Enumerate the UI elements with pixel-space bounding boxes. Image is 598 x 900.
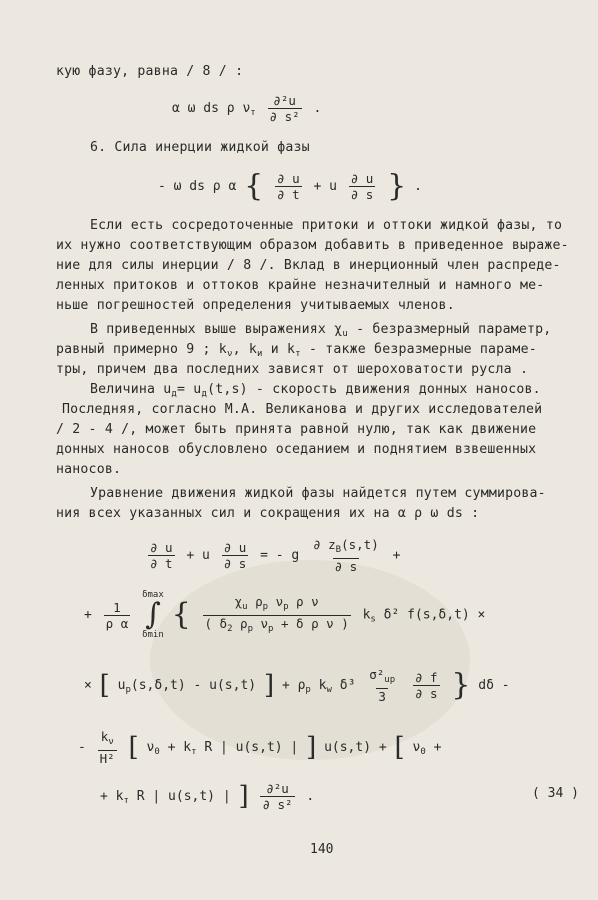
paragraph-1-line-1: Если есть сосредоточенные притоки и оттоки жидкой фазы, то (90, 218, 563, 233)
page-number: 140 (310, 842, 334, 857)
paragraph-1-line-5: ньше погрешностей определения учитываемых членов. (56, 298, 455, 313)
equation-34-line-3: × [ $u_p(s,\delta,t) - u(s,t)$ ] + $\rho_p$ $k_w$ δ³ $\frac{\sigma^2_{up}}{3}$ $\frac{\partial f}{\partial s}$ } dδ - (84, 667, 510, 704)
equation-number: ( 34 ) (532, 786, 579, 801)
equation-34-line-1: $\frac{\partial u}{\partial t}$ + u $\frac{\partial u}{\partial s}$ = - g $\frac{\partial z_B(s,t)}{\partial s}$ + (150, 537, 401, 574)
text-line-1: кую фазу, равна / 8 / : (56, 64, 244, 79)
paragraph-1-line-2: их нужно соответствующим образом добавить в приведенное выраже- (56, 238, 569, 253)
paragraph-2-line-1: В приведенных выше выражениях $\chi_u$ - безразмерный параметр, (90, 322, 552, 339)
section-heading-6: 6. Сила инерции жидкой фазы (90, 140, 310, 155)
paragraph-3-line-2: Последняя, согласно М.А. Великанова и других исследователей (62, 402, 543, 417)
paragraph-4-line-1: Уравнение движения жидкой фазы найдется путем суммирова- (90, 486, 546, 501)
paragraph-3-line-1: Величина $u_д= u_д(t,s)$ - скорость движения донных наносов. (90, 382, 541, 399)
paragraph-3-line-4: донных наносов обусловлено оседанием и поднятием взвешенных (56, 442, 537, 457)
formula-inertia-force: - ω ds ρ α { $\frac{\partial u}{\partial t}$ + u $\frac{\partial u}{\partial s}$ } . (158, 168, 422, 204)
equation-34-line-4: - $\frac{k_\nu}{\text{H²}}$ [ $\nu_0 + k_т$ R | u(s,t) | ] u(s,t) + [ $\nu_0$ + (78, 729, 442, 766)
equation-34-line-2: + $\frac{1}{\text{ρ α}}$ δmax ∫ δmin { $\frac{\chi_u \rho_p \nu_p \rho \nu}{( \delta_2 \rho_p \nu_p + \delta \rho \nu )}$ $k_s$ δ² f(s,δ,t) × (84, 590, 486, 640)
paragraph-3-line-5: наносов. (56, 462, 122, 477)
paragraph-2-line-2: равный примерно 9 ; $k_\nu$, $k_и$ и $k_т$ - также безразмерные парамe- (56, 342, 537, 359)
paragraph-4-line-2: ния всех указанных сил и сокращения их на α ρ ω ds : (56, 506, 480, 521)
equation-34-line-5: + $k_т$ R | u(s,t) | ] $\frac{\text{∂²u}}{\text{∂ s²}}$ . (100, 781, 315, 812)
paragraph-1-line-3: ние для силы инерции / 8 /. Вклад в инерционный член распреде- (56, 258, 561, 273)
paragraph-2-line-3: тры, причем два последних зависят от шероховатости русла . (56, 362, 529, 377)
paragraph-1-line-4: ленных притоков и оттоков крайне незначителный и намного ме- (56, 278, 545, 293)
paragraph-3-line-3: / 2 - 4 /, может быть принята равной нулю, так как движение (56, 422, 537, 437)
formula-viscous-force: α ω ds ρ $\nu_т$ $\frac{\text{∂²u}}{\text{∂ s²}}$ . (172, 93, 322, 124)
